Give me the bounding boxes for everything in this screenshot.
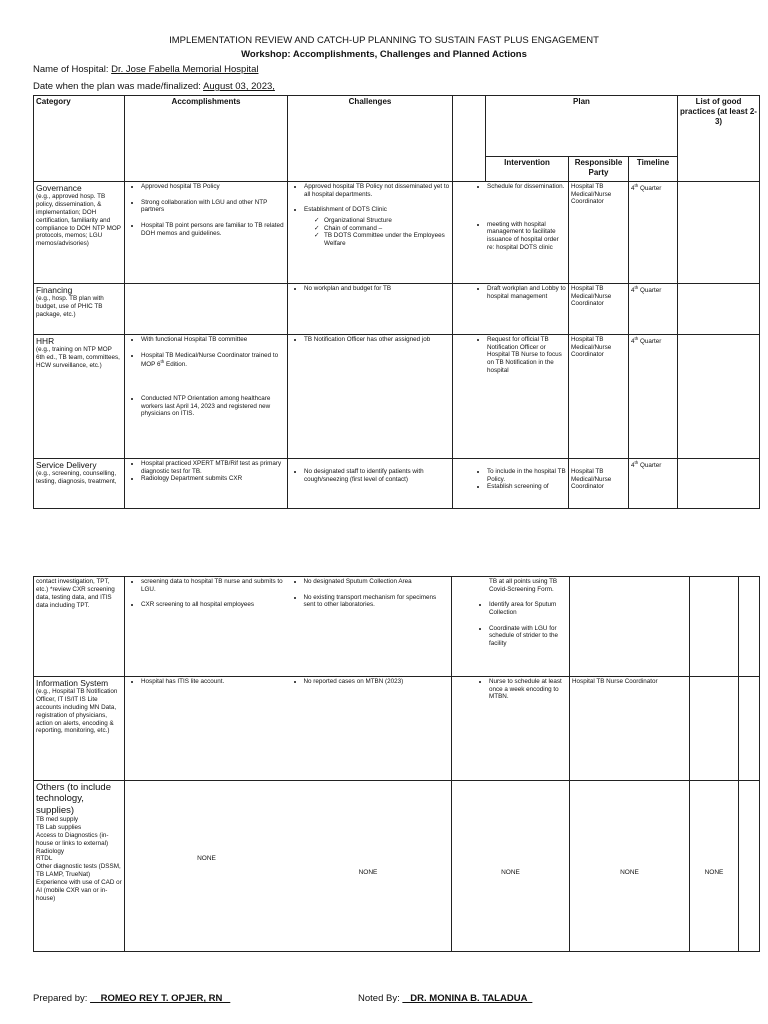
intervention-none: NONE [452, 781, 570, 952]
good-practices-cell [678, 335, 760, 459]
good-practices-cell [739, 577, 760, 677]
noted-label: Noted By: [358, 993, 403, 1004]
category-cell [34, 459, 125, 509]
hospital-name: Dr. Jose Fabella Memorial Hospital [111, 64, 259, 75]
timeline-word: Quarter [638, 338, 662, 346]
check-item: ✓ Organizational Structure [314, 217, 450, 225]
list-item: • No reported cases on MTBN (2023) [304, 678, 450, 686]
challenges-part [290, 678, 450, 694]
check-item: ✓ TB DOTS Committee under the Employees Welfare [314, 232, 450, 247]
table-row-financing [34, 284, 760, 335]
good-practices-cell [739, 781, 760, 952]
list-item: • Draft workplan and Lobby to hospital management [487, 285, 566, 300]
timeline-suffix: th [634, 285, 639, 290]
superscript: th [160, 359, 165, 365]
challenges-cell [288, 284, 453, 335]
timeline-header: Timeline [629, 157, 678, 182]
challenges-none: NONE [358, 869, 378, 877]
challenges-cell [288, 182, 453, 284]
list-item: • Identify area for Sputum Collection [489, 601, 567, 616]
timeline-cell [629, 459, 678, 509]
challenges-header: Challenges [288, 96, 453, 182]
accomplishments-cell [125, 335, 288, 459]
plan-header: Plan [486, 96, 678, 157]
accomplishments-cell [125, 459, 288, 509]
list-item-text: Hospital TB Medical/Nurse Coordinator trained to MOP 6 [141, 351, 279, 369]
document-subtitle: Workshop: Accomplishments, Challenges and Planned Actions [241, 49, 527, 60]
list-item: • CXR screening to all hospital employees [141, 601, 290, 609]
intervention-cell [453, 284, 569, 335]
plan-table-page-1 [33, 95, 760, 509]
hospital-label: Name of Hospital: [33, 64, 112, 75]
timeline-word: Quarter [638, 185, 662, 193]
intervention-cell [453, 182, 569, 284]
accomplishments-part [127, 678, 290, 694]
accomplishments-part [127, 578, 290, 617]
intervention-cell [453, 335, 569, 459]
list-item [141, 352, 285, 369]
responsible-cell: Hospital TB Medical/Nurse Coordinator [569, 335, 629, 459]
accomplishments-cell [125, 284, 288, 335]
list-item: • Request for official TB Notification Officer or Hospital TB Nurse to focus on TB Notification in the hospital [487, 336, 566, 374]
category-description: contact investigation, TPT, etc.) *review CXR screening data, testing data, and ITIS data including TPT. [36, 578, 115, 609]
intervention-cell [452, 577, 570, 677]
blank-header-cell [453, 96, 486, 182]
responsible-cell: Hospital TB Medical/Nurse Coordinator [569, 284, 629, 335]
plan-table-page-2 [33, 576, 760, 952]
category-cell [34, 677, 125, 781]
category-cell [34, 182, 125, 284]
list-item-text: Edition. [164, 361, 188, 369]
list-item: • No workplan and budget for TB [304, 285, 450, 293]
list-item: • screening data to hospital TB nurse and submits to LGU. [141, 578, 290, 593]
list-item: • With functional Hospital TB committee [141, 336, 285, 344]
good-practices-cell [678, 459, 760, 509]
list-item: • Radiology Department submits CXR [141, 475, 285, 483]
category-name: Service Delivery [36, 460, 97, 470]
split-cell [127, 578, 449, 617]
timeline-suffix: th [634, 460, 639, 465]
intervention-header: Intervention [486, 157, 569, 182]
list-item: • Approved hospital TB Policy not disseminated yet to all hospital departments. [304, 183, 450, 198]
intervention-cell [453, 459, 569, 509]
responsible-none: NONE [570, 781, 690, 952]
split-cell [127, 678, 449, 694]
category-description: (e.g., screening, counselling, testing, diagnosis, treatment, [36, 470, 117, 485]
accomplishments-challenges-cell [125, 677, 452, 781]
responsible-party-header: Responsible Party [569, 157, 629, 182]
date-value: August 03, 2023, [203, 81, 275, 92]
challenges-part [290, 578, 450, 617]
check-item: ✓ Chain of command – [314, 225, 450, 233]
prepared-label: Prepared by: [33, 993, 91, 1004]
table-row-others [34, 781, 760, 952]
list-item: • TB Notification Officer has other assigned job [304, 336, 450, 344]
timeline-number: 4 [631, 287, 635, 295]
category-header: Category [34, 96, 125, 182]
timeline-number: 4 [631, 185, 635, 193]
intervention-cell [452, 677, 570, 781]
responsible-cell: Hospital TB Medical/Nurse Coordinator [569, 459, 629, 509]
timeline-word: Quarter [638, 462, 662, 470]
list-item: • Coordinate with LGU for schedule of strider to the facility [489, 625, 567, 648]
split-cell [125, 855, 451, 877]
intervention-text: TB at all points using TB Covid-Screening Form. [489, 578, 558, 593]
timeline-cell [690, 577, 739, 677]
accomplishments-cell [125, 182, 288, 284]
good-practices-cell [678, 284, 760, 335]
list-item: • To include in the hospital TB Policy. [487, 468, 566, 483]
accomplishments-challenges-cell [125, 781, 452, 952]
category-cell [34, 284, 125, 335]
challenges-cell [288, 459, 453, 509]
list-item: • Strong collaboration with LGU and other NTP partners [141, 199, 285, 214]
category-description: (e.g., approved hosp. TB policy, dissemination, & implementation; DOH certification, familiarity and compliance to DOH NTP MOP protocols, memos; LGU memos/advisories) [36, 193, 121, 248]
accomplishments-header: Accomplishments [125, 96, 288, 182]
challenges-cell [288, 335, 453, 459]
category-name: HHR [36, 336, 55, 346]
category-description: (e.g., hosp. TB plan with budget, use of PHIC TB package, etc.) [36, 295, 104, 318]
noted-by [358, 993, 532, 1004]
date-line [33, 81, 275, 92]
category-cell [34, 781, 125, 952]
table-row-information-system [34, 677, 760, 781]
timeline-suffix: th [634, 183, 639, 188]
responsible-cell: Hospital TB Nurse Coordinator [570, 677, 690, 781]
accomplishments-challenges-cell [125, 577, 452, 677]
list-item [304, 206, 450, 247]
category-cell [34, 577, 125, 677]
list-item: • No designated staff to identify patients with cough/sneezing (first level of contact) [304, 468, 450, 483]
timeline-cell [629, 284, 678, 335]
timeline-number: 4 [631, 338, 635, 346]
date-label: Date when the plan was made/finalized: [33, 81, 204, 92]
accomplishments-none: NONE [197, 855, 216, 863]
list-item: • No existing transport mechanism for specimens sent to other laboratories. [304, 594, 450, 609]
timeline-cell [629, 335, 678, 459]
responsible-cell: Hospital TB Medical/Nurse Coordinator [569, 182, 629, 284]
table-row-governance [34, 182, 760, 284]
category-description: (e.g., training on NTP MOP 6th ed., TB team, committees, HCW surveillance, etc.) [36, 346, 120, 369]
hospital-line [33, 64, 258, 75]
table-row-hhr [34, 335, 760, 459]
prepared-name: ROMEO REY T. OPJER, RN [90, 993, 231, 1004]
table-row-service-delivery-cont [34, 577, 760, 677]
list-item: • Approved hospital TB Policy [141, 183, 285, 191]
list-item: • Hospital practiced XPERT MTB/Rif test as primary diagnostic test for TB. [141, 460, 285, 475]
list-item: • meeting with hospital management to facilitate issuance of hospital order re: hospital DOTS clinic [487, 221, 566, 252]
timeline-suffix: th [634, 336, 639, 341]
timeline-number: 4 [631, 462, 635, 470]
document-title: IMPLEMENTATION REVIEW AND CATCH-UP PLANNING TO SUSTAIN FAST PLUS ENGAGEMENT [169, 35, 599, 46]
good-practices-cell [678, 182, 760, 284]
category-description: (e.g., Hospital TB Notification Officer, IT IS/IT IS Lite accounts including MN Data, registration of physicians, action on alerts, encoding & reporting, monitoring, etc.) [36, 688, 118, 735]
category-name: Others (to include technology, supplies) [36, 782, 111, 816]
list-item: • Nurse to schedule at least once a week encoding to MTBN. [489, 678, 567, 701]
category-description: TB med supply TB Lab supplies Access to Diagnostics (in-house or links to external) Radiology RTDL Other diagnostic tests (DSSM, TB LAMP, TrueNat) Experience with use of CAD or AI (mobile CXR van or in-house) [36, 816, 122, 902]
noted-name: DR. MONINA B. TALADUA [402, 993, 533, 1004]
list-item: • No designated Sputum Collection Area [304, 578, 450, 586]
timeline-none: NONE [690, 781, 739, 952]
timeline-cell [690, 677, 739, 781]
list-item-text: Establishment of DOTS Clinic [304, 206, 387, 214]
list-item: • Hospital TB point persons are familiar to TB related DOH memos and guidelines. [141, 222, 285, 237]
good-practices-cell [739, 677, 760, 781]
list-item: • Schedule for dissemination. [487, 183, 566, 191]
timeline-word: Quarter [638, 287, 662, 295]
table-row-service-delivery [34, 459, 760, 509]
good-practices-header: List of good practices (at least 2-3) [678, 96, 760, 182]
category-name: Governance [36, 183, 82, 193]
prepared-by [33, 993, 230, 1004]
category-cell [34, 335, 125, 459]
list-item: • Conducted NTP Orientation among healthcare workers last April 14, 2023 and registered new physicians on ITIS. [141, 395, 285, 418]
category-name: Information System [36, 678, 109, 688]
list-item: • Establish screening of [487, 483, 566, 491]
list-item: • Hospital has ITIS lite account. [141, 678, 290, 686]
timeline-cell [629, 182, 678, 284]
responsible-cell [570, 577, 690, 677]
category-name: Financing [36, 285, 73, 295]
